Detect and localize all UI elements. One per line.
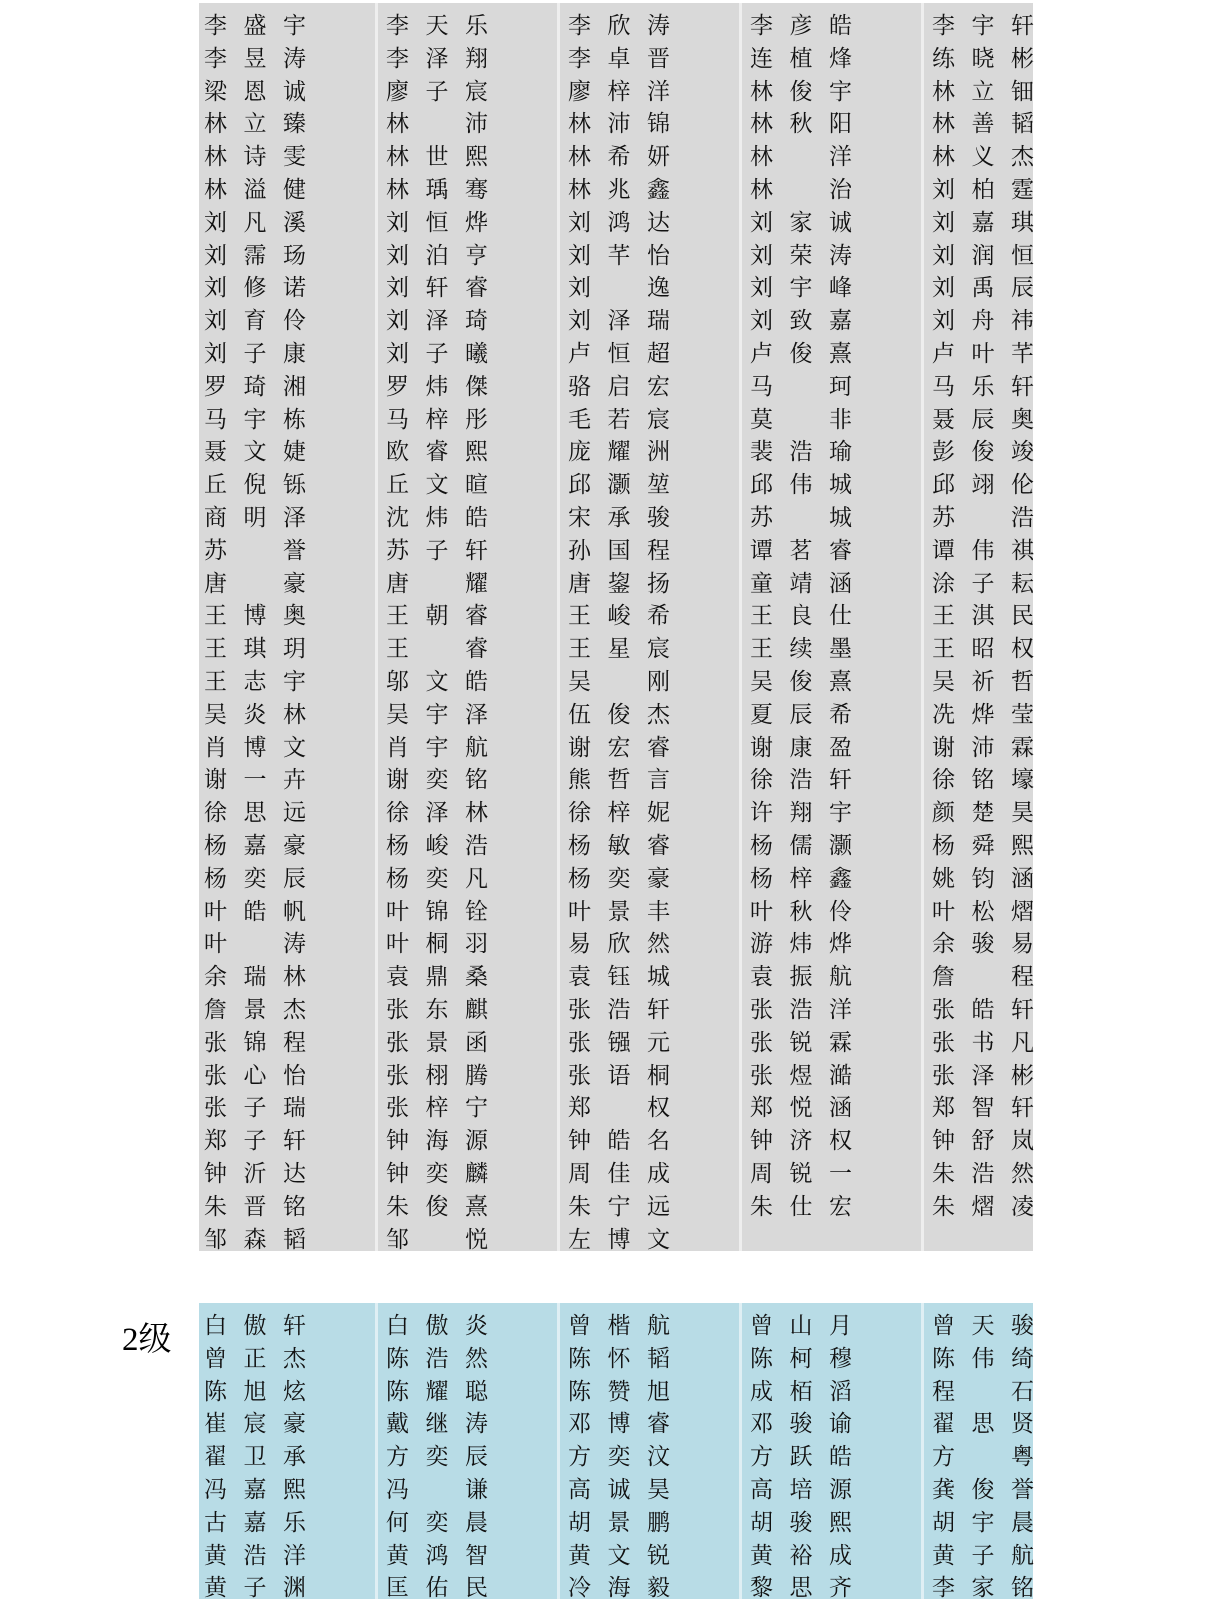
student-name: 左 博 文 [568, 1226, 670, 1253]
student-name: 宋 承 骏 [568, 505, 670, 531]
student-name: 廖 子 宸 [386, 78, 488, 105]
student-name: 戴 继 涛 [386, 1411, 488, 1438]
student-name: 张 子 瑞 [204, 1095, 306, 1122]
student-name: 刘 子 康 [204, 341, 306, 367]
student-name: 林 沛 锦 [568, 111, 670, 138]
student-name: 丘 文 暄 [386, 472, 488, 499]
student-name: 张 浩 轩 [568, 997, 670, 1023]
student-name: 叶 松 熠 [932, 898, 1034, 925]
student-name: 刘 润 恒 [932, 242, 1034, 269]
name-row [199, 204, 1033, 237]
name-row [199, 1188, 1033, 1221]
student-name: 林 俊 宇 [750, 78, 852, 105]
student-name: 冷 海 毅 [568, 1575, 670, 1602]
name-row [199, 1569, 1033, 1602]
name-row [199, 171, 1033, 204]
student-name: 杨 嘉 豪 [204, 833, 306, 859]
student-name: 白 傲 轩 [204, 1313, 306, 1339]
student-name: 张 东 麒 [386, 997, 488, 1023]
student-name: 陈 柯 穆 [750, 1345, 852, 1372]
student-name: 梁 恩 诚 [204, 78, 306, 105]
name-row [199, 138, 1033, 171]
student-name: 刘 禹 辰 [932, 275, 1034, 302]
student-name: 杨 奕 豪 [568, 865, 670, 892]
student-name: 卢 叶 芊 [932, 341, 1034, 367]
student-name: 杨 奕 辰 [204, 865, 306, 892]
name-row [199, 302, 1033, 335]
name-row [199, 827, 1033, 860]
student-name: 黄 子 航 [932, 1542, 1034, 1569]
student-name: 方 粤 [932, 1444, 1034, 1471]
name-row [199, 335, 1033, 368]
name-row [199, 565, 1033, 598]
name-row [199, 1373, 1033, 1406]
student-name: 王 峻 希 [568, 603, 670, 630]
student-name: 程 石 [932, 1378, 1034, 1405]
student-name: 杨 舜 熙 [932, 833, 1034, 859]
student-name: 苏 浩 [932, 505, 1034, 531]
name-row [199, 1122, 1033, 1155]
student-name: 余 骏 易 [932, 931, 1034, 958]
student-name: 陈 伟 绮 [932, 1345, 1034, 1372]
student-name: 林 诗 雯 [204, 144, 306, 171]
student-name: 唐 豪 [204, 570, 306, 597]
student-name: 苏 子 轩 [386, 537, 488, 564]
student-name: 吴 刚 [568, 669, 670, 695]
student-name: 骆 启 宏 [568, 373, 670, 400]
student-name: 邱 伟 城 [750, 472, 852, 499]
student-name: 张 皓 轩 [932, 997, 1034, 1023]
name-list-group-1 [199, 3, 1033, 1251]
student-name: 李 宇 轩 [932, 13, 1034, 39]
student-name: 张 锐 霖 [750, 1029, 852, 1056]
student-name: 陈 怀 韬 [568, 1345, 670, 1372]
student-name: 夏 辰 希 [750, 701, 852, 728]
student-name: 钟 济 权 [750, 1128, 852, 1155]
student-name: 刘 育 伶 [204, 308, 306, 335]
student-name: 唐 鋆 扬 [568, 570, 670, 597]
student-name: 庞 耀 洲 [568, 439, 670, 466]
name-row [199, 925, 1033, 958]
student-name: 郑 智 轩 [932, 1095, 1034, 1122]
student-name: 张 锦 程 [204, 1029, 306, 1056]
student-name: 彭 俊 竣 [932, 439, 1034, 466]
student-name: 周 佳 成 [568, 1161, 670, 1187]
student-name: 沈 炜 皓 [386, 505, 488, 531]
student-name: 王 续 墨 [750, 636, 852, 663]
student-name: 古 嘉 乐 [204, 1509, 306, 1536]
student-name: 刘 泊 亨 [386, 242, 488, 269]
student-name: 童 靖 涵 [750, 570, 852, 597]
name-row [199, 1438, 1033, 1471]
student-name: 邱 灏 堃 [568, 472, 670, 499]
student-name: 林 治 [750, 177, 852, 203]
student-name: 王 博 奥 [204, 603, 306, 630]
student-name: 钟 皓 名 [568, 1128, 670, 1155]
level-2-heading: 2级 [122, 1322, 172, 1358]
student-name: 李 欣 涛 [568, 13, 670, 39]
student-name: 张 语 桐 [568, 1062, 670, 1089]
student-name [931, 1221, 1035, 1254]
name-row [199, 73, 1033, 106]
student-name: 刘 霈 玚 [204, 242, 306, 269]
name-row [199, 499, 1033, 532]
student-name: 谭 茗 睿 [750, 537, 852, 564]
student-name: 裴 浩 瑜 [750, 439, 852, 466]
student-name: 马 梓 彤 [386, 406, 488, 433]
student-name: 高 诚 昊 [568, 1477, 670, 1503]
student-name: 李 盛 宇 [204, 13, 306, 39]
name-row [199, 794, 1033, 827]
student-name: 黄 文 锐 [568, 1542, 670, 1569]
student-name: 游 炜 烨 [750, 931, 852, 958]
student-name: 刘 舟 祎 [932, 308, 1034, 335]
student-name: 谢 宏 睿 [568, 734, 670, 761]
student-name: 邱 翊 伦 [932, 472, 1034, 499]
student-name: 杨 敏 睿 [568, 833, 670, 859]
student-name: 叶 皓 帆 [204, 898, 306, 925]
student-name: 谭 伟 祺 [932, 537, 1034, 564]
student-name: 马 宇 栋 [204, 406, 306, 433]
student-name: 毛 若 宸 [568, 406, 670, 433]
name-row [199, 1221, 1033, 1254]
name-row [199, 1471, 1033, 1504]
student-name: 余 瑞 林 [204, 964, 306, 991]
student-name: 邓 博 睿 [568, 1411, 670, 1438]
student-name: 刘 柏 霆 [932, 177, 1034, 203]
student-name: 詹 程 [932, 964, 1034, 991]
student-name: 崔 宸 豪 [204, 1411, 306, 1438]
student-name: 胡 景 鹏 [568, 1509, 670, 1536]
student-name: 马 珂 [750, 373, 852, 400]
student-name: 刘 泽 瑞 [568, 308, 670, 335]
student-name: 谢 一 卉 [204, 767, 306, 794]
student-name: 刘 荣 涛 [750, 242, 852, 269]
student-name: 刘 修 诺 [204, 275, 306, 302]
student-name: 王 志 宇 [204, 669, 306, 695]
student-name: 刘 泽 琦 [386, 308, 488, 335]
student-name: 吴 炎 林 [204, 701, 306, 728]
name-row [199, 466, 1033, 499]
student-name: 吴 祈 哲 [932, 669, 1034, 695]
student-name: 李 泽 翔 [386, 45, 488, 72]
name-row [199, 1024, 1033, 1057]
student-name: 王 星 宸 [568, 636, 670, 663]
name-row [199, 40, 1033, 73]
name-row [199, 761, 1033, 794]
student-name: 朱 宁 远 [568, 1193, 670, 1220]
student-name: 张 景 函 [386, 1029, 488, 1056]
name-row [199, 433, 1033, 466]
student-name: 林 希 妍 [568, 144, 670, 171]
student-name: 孙 国 程 [568, 537, 670, 564]
student-name: 苏 誉 [204, 537, 306, 564]
student-name: 李 卓 晋 [568, 45, 670, 72]
name-row [199, 1537, 1033, 1570]
student-name: 杨 奕 凡 [386, 865, 488, 892]
student-name: 翟 卫 承 [204, 1444, 306, 1471]
student-name: 邹 森 韬 [204, 1226, 306, 1253]
student-name: 成 栢 滔 [750, 1378, 852, 1405]
student-name: 龚 俊 誉 [932, 1477, 1034, 1503]
student-name: 刘 家 诚 [750, 209, 852, 236]
name-row [199, 1405, 1033, 1438]
student-name: 张 泽 彬 [932, 1062, 1034, 1089]
student-name: 罗 炜 傑 [386, 373, 488, 400]
student-name: 朱 熠 凌 [932, 1193, 1034, 1220]
student-name: 林 世 熙 [386, 144, 488, 171]
student-name: 叶 桐 羽 [386, 931, 488, 958]
student-name: 徐 泽 林 [386, 800, 488, 827]
name-row [199, 1504, 1033, 1537]
student-name: 丘 倪 铄 [204, 472, 306, 499]
student-name: 杨 梓 鑫 [750, 865, 852, 892]
student-name: 林 秋 阳 [750, 111, 852, 138]
student-name: 易 欣 然 [568, 931, 670, 958]
student-name: 匡 佑 民 [386, 1575, 488, 1602]
student-name: 颜 楚 昊 [932, 800, 1034, 827]
name-row [199, 729, 1033, 762]
name-row [199, 696, 1033, 729]
name-row [199, 237, 1033, 270]
student-name: 方 跃 皓 [750, 1444, 852, 1471]
student-name: 林 沛 [386, 111, 488, 138]
student-name: 钟 舒 岚 [932, 1128, 1034, 1155]
student-name: 张 煜 澔 [750, 1062, 852, 1089]
student-name: 陈 耀 聪 [386, 1378, 488, 1405]
student-name: 王 琪 玥 [204, 636, 306, 663]
name-row [199, 532, 1033, 565]
student-name: 姚 钧 涵 [932, 865, 1034, 892]
student-name: 李 家 铭 [932, 1575, 1034, 1602]
student-name: 谢 沛 霖 [932, 734, 1034, 761]
name-row [199, 1340, 1033, 1373]
student-name: 唐 耀 [386, 570, 488, 597]
student-name: 杨 峻 浩 [386, 833, 488, 859]
student-name: 徐 铭 壕 [932, 767, 1034, 794]
student-name: 廖 梓 洋 [568, 78, 670, 105]
student-name: 刘 逸 [568, 275, 670, 302]
student-name: 冯 嘉 熙 [204, 1477, 306, 1503]
student-name: 刘 嘉 琪 [932, 209, 1034, 236]
name-row [199, 1089, 1033, 1122]
student-name: 叶 涛 [204, 931, 306, 958]
student-name: 张 浩 洋 [750, 997, 852, 1023]
student-name: 罗 琦 湘 [204, 373, 306, 400]
student-name: 冯 谦 [386, 1477, 488, 1503]
student-name: 曾 山 月 [750, 1313, 852, 1339]
student-name: 钟 奕 麟 [386, 1161, 488, 1187]
student-name: 张 梓 宁 [386, 1095, 488, 1122]
student-name: 林 立 钿 [932, 78, 1034, 105]
name-row [199, 105, 1033, 138]
student-name: 胡 宇 晨 [932, 1509, 1034, 1536]
student-name: 马 乐 轩 [932, 373, 1034, 400]
student-name: 刘 致 嘉 [750, 308, 852, 335]
student-name: 周 锐 一 [750, 1161, 852, 1187]
student-name: 刘 宇 峰 [750, 275, 852, 302]
student-name: 林 瑀 骞 [386, 177, 488, 203]
student-name: 李 彦 皓 [750, 13, 852, 39]
student-name: 刘 芊 怡 [568, 242, 670, 269]
student-name: 郑 权 [568, 1095, 670, 1122]
student-name: 许 翔 宇 [750, 800, 852, 827]
student-name: 王 良 仕 [750, 603, 852, 630]
student-name: 林 溢 健 [204, 177, 306, 203]
student-name: 徐 思 远 [204, 800, 306, 827]
student-name: 陈 旭 炫 [204, 1378, 306, 1405]
student-name: 何 奕 晨 [386, 1509, 488, 1536]
student-name: 钟 海 源 [386, 1128, 488, 1155]
student-name: 刘 恒 烨 [386, 209, 488, 236]
name-row [199, 1057, 1033, 1090]
student-name: 王 淇 民 [932, 603, 1034, 630]
student-name: 张 栩 腾 [386, 1062, 488, 1089]
student-name: 徐 浩 轩 [750, 767, 852, 794]
student-name: 叶 秋 伶 [750, 898, 852, 925]
student-name: 朱 仕 宏 [750, 1193, 852, 1220]
name-row [199, 958, 1033, 991]
student-name: 黄 鸿 智 [386, 1542, 488, 1569]
name-row [199, 1307, 1033, 1340]
student-name: 林 善 韬 [932, 111, 1034, 138]
student-name: 胡 骏 熙 [750, 1509, 852, 1536]
student-name: 刘 鸿 达 [568, 209, 670, 236]
student-name: 欧 睿 熙 [386, 439, 488, 466]
student-name: 方 奕 汶 [568, 1444, 670, 1471]
student-name: 翟 思 贤 [932, 1411, 1034, 1438]
student-name: 张 心 怡 [204, 1062, 306, 1089]
student-name [749, 1221, 853, 1254]
student-name: 邹 悦 [386, 1226, 488, 1253]
student-name: 冼 烨 莹 [932, 701, 1034, 728]
name-row [199, 860, 1033, 893]
student-name: 徐 梓 妮 [568, 800, 670, 827]
student-name: 李 昱 涛 [204, 45, 306, 72]
student-name: 袁 振 航 [750, 964, 852, 991]
student-name: 高 培 源 [750, 1477, 852, 1503]
student-name: 刘 凡 溪 [204, 209, 306, 236]
student-name: 谢 奕 铭 [386, 767, 488, 794]
student-name: 邓 骏 谕 [750, 1411, 852, 1438]
name-row [199, 401, 1033, 434]
student-name: 黄 浩 洋 [204, 1542, 306, 1569]
student-name: 陈 赞 旭 [568, 1378, 670, 1405]
student-name: 刘 轩 睿 [386, 275, 488, 302]
name-row [199, 368, 1033, 401]
student-name: 吴 宇 泽 [386, 701, 488, 728]
student-name: 朱 俊 熹 [386, 1193, 488, 1220]
student-name: 陈 浩 然 [386, 1345, 488, 1372]
student-name: 叶 锦 铨 [386, 898, 488, 925]
student-name: 袁 鼎 桑 [386, 964, 488, 991]
student-name: 卢 恒 超 [568, 341, 670, 367]
student-name: 刘 子 曦 [386, 341, 488, 367]
student-name: 林 兆 鑫 [568, 177, 670, 203]
student-name: 王 睿 [386, 636, 488, 663]
student-name: 林 洋 [750, 144, 852, 171]
name-row [199, 991, 1033, 1024]
student-name: 邬 文 皓 [386, 669, 488, 695]
student-name: 朱 晋 铭 [204, 1193, 306, 1220]
student-name: 叶 景 丰 [568, 898, 670, 925]
student-name: 黎 思 齐 [750, 1575, 852, 1602]
student-name: 曾 楷 航 [568, 1313, 670, 1339]
student-name: 涂 子 耘 [932, 570, 1034, 597]
student-name: 林 义 杰 [932, 144, 1034, 171]
student-name: 苏 城 [750, 505, 852, 531]
student-name: 熊 哲 言 [568, 767, 670, 794]
student-name: 练 晓 彬 [932, 45, 1034, 72]
student-name: 袁 钰 城 [568, 964, 670, 991]
student-name: 方 奕 辰 [386, 1444, 488, 1471]
student-name: 伍 俊 杰 [568, 701, 670, 728]
student-name: 谢 康 盈 [750, 734, 852, 761]
student-name: 肖 宇 航 [386, 734, 488, 761]
student-name: 卢 俊 熹 [750, 341, 852, 367]
student-name: 聂 文 婕 [204, 439, 306, 466]
name-row [199, 893, 1033, 926]
name-row [199, 597, 1033, 630]
student-name: 肖 博 文 [204, 734, 306, 761]
student-name: 詹 景 杰 [204, 997, 306, 1023]
student-name: 曾 正 杰 [204, 1345, 306, 1372]
student-name: 张 书 凡 [932, 1029, 1034, 1056]
student-name: 商 明 泽 [204, 505, 306, 531]
name-row [199, 269, 1033, 302]
student-name: 林 立 臻 [204, 111, 306, 138]
student-name: 莫 非 [750, 406, 852, 433]
student-name: 张 镪 元 [568, 1029, 670, 1056]
student-name: 杨 儒 灏 [750, 833, 852, 859]
student-name: 钟 沂 达 [204, 1161, 306, 1187]
student-name: 郑 子 轩 [204, 1128, 306, 1155]
student-name: 朱 浩 然 [932, 1161, 1034, 1187]
student-name: 王 朝 睿 [386, 603, 488, 630]
student-name: 黄 裕 成 [750, 1542, 852, 1569]
student-name: 聂 辰 奥 [932, 406, 1034, 433]
student-name: 吴 俊 熹 [750, 669, 852, 695]
name-row [199, 630, 1033, 663]
student-name: 连 植 烽 [750, 45, 852, 72]
student-name: 王 昭 权 [932, 636, 1034, 663]
name-row [199, 663, 1033, 696]
student-name: 郑 悦 涵 [750, 1095, 852, 1122]
student-name: 白 傲 炎 [386, 1313, 488, 1339]
student-name: 曾 天 骏 [932, 1313, 1034, 1339]
student-name: 黄 子 渊 [204, 1575, 306, 1602]
student-name: 李 天 乐 [386, 13, 488, 39]
name-row [199, 7, 1033, 40]
name-list-group-2 [199, 1303, 1034, 1602]
name-row [199, 1155, 1033, 1188]
